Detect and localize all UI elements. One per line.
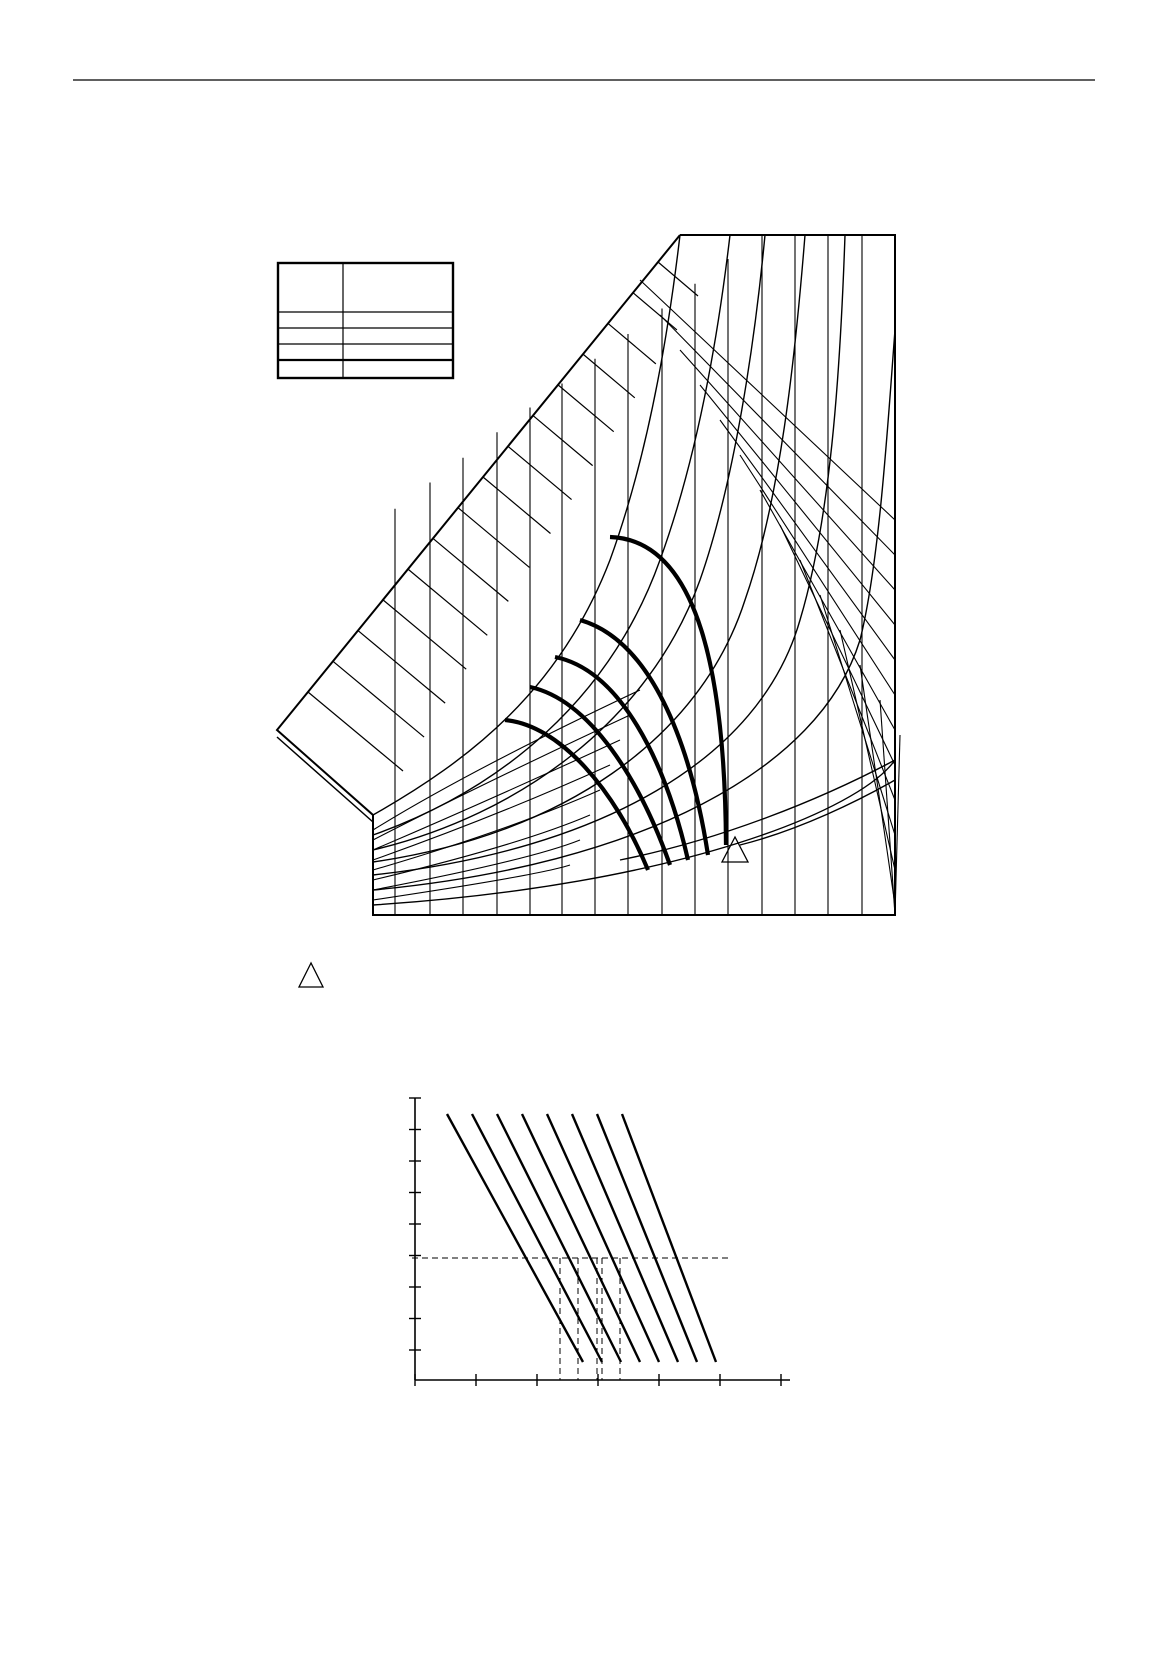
thick-curve (505, 720, 648, 870)
note-triangle-icon (299, 963, 323, 987)
hatch-line (658, 262, 698, 296)
solid-line (522, 1114, 640, 1362)
solid-line (597, 1114, 697, 1362)
lower-chart (409, 1098, 790, 1386)
grid-diagonal-line (680, 350, 895, 590)
hatch-line (333, 661, 424, 737)
frame-inner-edge (277, 737, 373, 822)
hatch-line (458, 508, 529, 568)
hatch-line (308, 692, 403, 771)
hatch-line (533, 416, 593, 466)
grid-diagonal-line (700, 385, 895, 625)
thick-curve (610, 537, 726, 845)
hatch-line (583, 354, 635, 398)
hatch-line (483, 477, 551, 534)
sweep-curves (373, 235, 895, 905)
solid-lines (447, 1114, 716, 1362)
hatch-line (608, 323, 656, 363)
fan-curve (373, 765, 610, 860)
grid-diagonal-line (780, 525, 895, 765)
grid-diagonal-line (820, 595, 895, 835)
upper-chart (277, 235, 900, 915)
solid-line (472, 1114, 602, 1362)
grid-diagonal-line (880, 700, 895, 915)
vertical-grid (395, 235, 862, 915)
legend-table (278, 263, 453, 378)
hatch-line (408, 569, 487, 635)
grid-diagonal-line (840, 630, 895, 870)
solid-line (622, 1114, 716, 1362)
band-hatch (308, 262, 698, 771)
grid-diagonal-line (800, 560, 895, 800)
grid-diagonal-line (720, 420, 895, 660)
grid-diagonal-line (860, 665, 895, 905)
hatch-line (558, 385, 614, 432)
fan-curve (373, 840, 580, 890)
grid-diagonal-line (640, 280, 895, 520)
solid-line (572, 1114, 678, 1362)
thick-curves (505, 537, 726, 870)
chart-frame (277, 235, 895, 915)
